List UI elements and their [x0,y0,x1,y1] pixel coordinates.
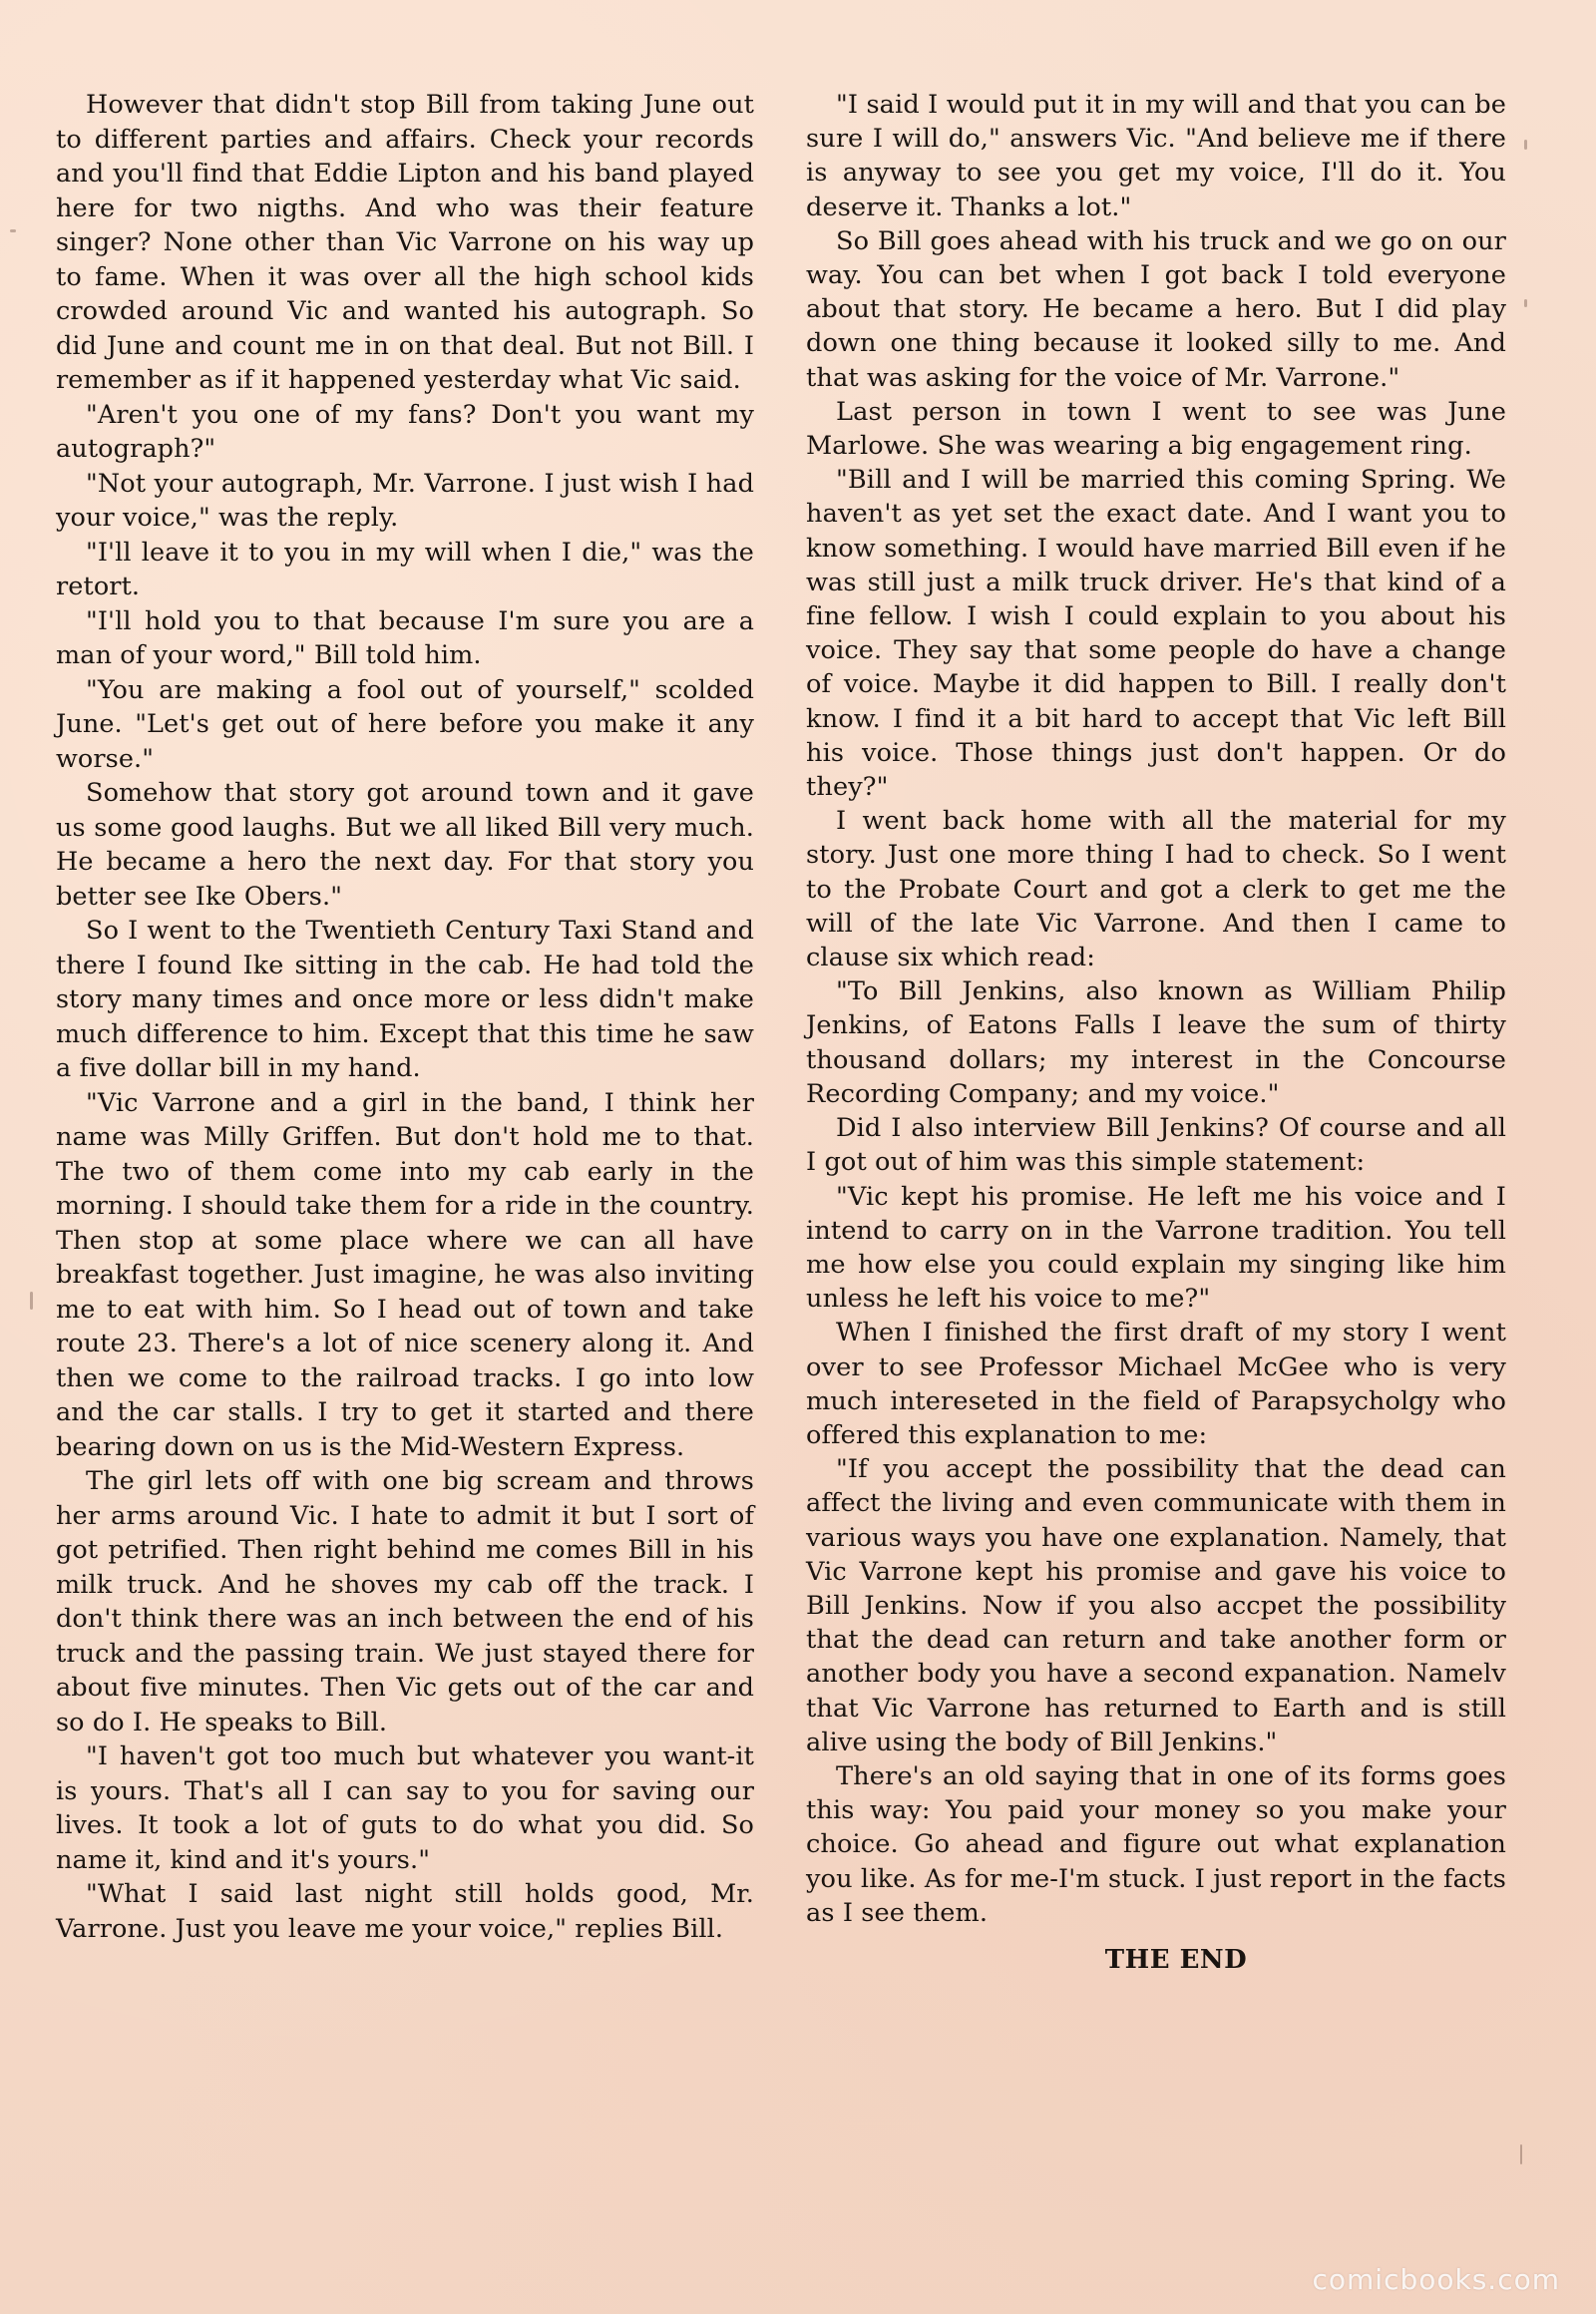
left-column [56,88,754,1946]
site-watermark: comicbooks.com [1312,2263,1560,2296]
paragraph: Did I also interview Bill Jenkins? Of course and all I got out of him was this simple statement: [806,1113,1506,1178]
paragraph: "You are making a fool out of yourself," scolded June. "Let's get out of here before you make it any worse." [56,674,754,774]
right-column [806,88,1506,1976]
paragraph: I went back home with all the material for my story. Just one more thing I had to check. So I went to the Probate Court and got a clerk to get me the will of the late Vic Varrone. And then I came to clause six which read: [806,806,1506,973]
paragraph: The girl lets off with one big scream and throws her arms around Vic. I hate to admit it but I sort of got petrified. Then right behind me comes Bill in his milk truck. And he shoves my cab off the track. I don't think there was an inch between the end of his truck and the passing train. We just stayed there for about five minutes. Then Vic gets out of the car and so do I. He speaks to Bill. [56,1466,754,1737]
paragraph: "I haven't got too much but whatever you want-it is yours. That's all I can say to you for saving our lives. It took a lot of guts to do what you did. So name it, kind and it's yours." [56,1741,754,1875]
paragraph: So Bill goes ahead with his truck and we go on our way. You can bet when I got back I told everyone about that story. He became a hero. But I did play down one thing because it looked silly to me. And that was asking for the voice of Mr. Varrone." [806,225,1506,393]
the-end-label: THE END [1104,1944,1248,1975]
paragraph: There's an old saying that in one of its forms goes this way: You paid your money so you make your choice. Go ahead and figure out what explanation you like. As for me-I'm stuck. I just report in the facts as I see them. [806,1760,1506,1928]
paragraph: "I'll hold you to that because I'm sure you are a man of your word," Bill told him. [56,605,754,670]
right-column-text [806,88,1506,1930]
paragraph: "I'll leave it to you in my will when I die," was the retort. [56,537,754,601]
paragraph: "If you accept the possibility that the dead can affect the living and even communicate with them in various ways you have one explanation. Namely, that Vic Varrone kept his promise and gave his voice to Bill Jenkins. Now if you also accpet the possibility that the dead can return and take another form or another body you have a second expanation. Namelv that Vic Varrone has returned to Earth and is still alive using the body of Bill Jenkins." [806,1454,1506,1757]
paragraph: "Vic kept his promise. He left me his voice and I intend to carry on in the Varrone tradition. You tell me how else you could explain my singing like him unless he left his voice to me?" [806,1181,1506,1315]
paragraph: Last person in town I went to see was June Marlowe. She was wearing a big engagement ring. [806,396,1506,462]
left-column-text [56,88,754,1946]
paragraph: "Vic Varrone and a girl in the band, I think her name was Milly Griffen. But don't hold me to that. The two of them come into my cab early in the morning. I should take them for a ride in the country. Then stop at some place where we can all have breakfast together. Just imagine, he was also inviting me to eat with him. So I head out of town and take route 23. There's a lot of nice scenery along it. And then we come to the railroad tracks. I go into low and the car stalls. I try to get it started and there bearing down on us is the Mid-Western Express. [56,1087,754,1462]
paragraph: "To Bill Jenkins, also known as William Philip Jenkins, of Eatons Falls I leave the sum of thirty thousand dollars; my interest in the Concourse Recording Company; and my voice." [806,976,1506,1109]
paragraph: "I said I would put it in my will and that you can be sure I will do," answers Vic. "And believe me if there is anyway to see you get my voice, I'll do it. You deserve it. Thanks a lot." [806,90,1506,222]
paragraph: "What I said last night still holds good, Mr. Varrone. Just you leave me your voice," replies Bill. [56,1879,754,1944]
print-speck [10,229,16,232]
paragraph: However that didn't stop Bill from taking June out to different parties and affairs. Check your records and you'll find that Eddie Lipton and his band played here for two nigths. And who was their feature singer? None other than Vic Varrone on his way up to fame. When it was over all the high school kids crowded around Vic and wanted his autograph. So did June and count me in on that deal. But not Bill. I remember as if it happened yesterday what Vic said. [56,90,754,395]
print-speck [30,1292,33,1310]
paragraph: Somehow that story got around town and it gave us some good laughs. But we all liked Bill very much. He became a hero the next day. For that story you better see Ike Obers." [56,778,754,912]
paragraph: "Not your autograph, Mr. Varrone. I just wish I had your voice," was the reply. [56,468,754,533]
print-speck [1520,2144,1522,2164]
print-speck [1524,299,1527,307]
paragraph: "Bill and I will be married this coming Spring. We haven't as yet set the exact date. And I want you to know something. I would have married Bill even if he was still just a milk truck driver. He's that kind of a fine fellow. I wish I could explain to you about his voice. They say that some people do have a change of voice. Maybe it did happen to Bill. I really don't know. I find it a bit hard to accept that Vic left Bill his voice. Those things just don't happen. Or do they?" [806,465,1506,803]
paragraph: So I went to the Twentieth Century Taxi Stand and there I found Ike sitting in the cab. He had told the story many times and once more or less didn't make much difference to him. Except that this time he saw a five dollar bill in my hand. [56,916,754,1083]
print-speck [1524,140,1527,150]
paragraph: When I finished the first draft of my story I went over to see Professor Michael McGee who is very much intereseted in the field of Parapsycholgy who offered this explanation to me: [806,1318,1506,1450]
paragraph: "Aren't you one of my fans? Don't you want my autograph?" [56,399,754,464]
